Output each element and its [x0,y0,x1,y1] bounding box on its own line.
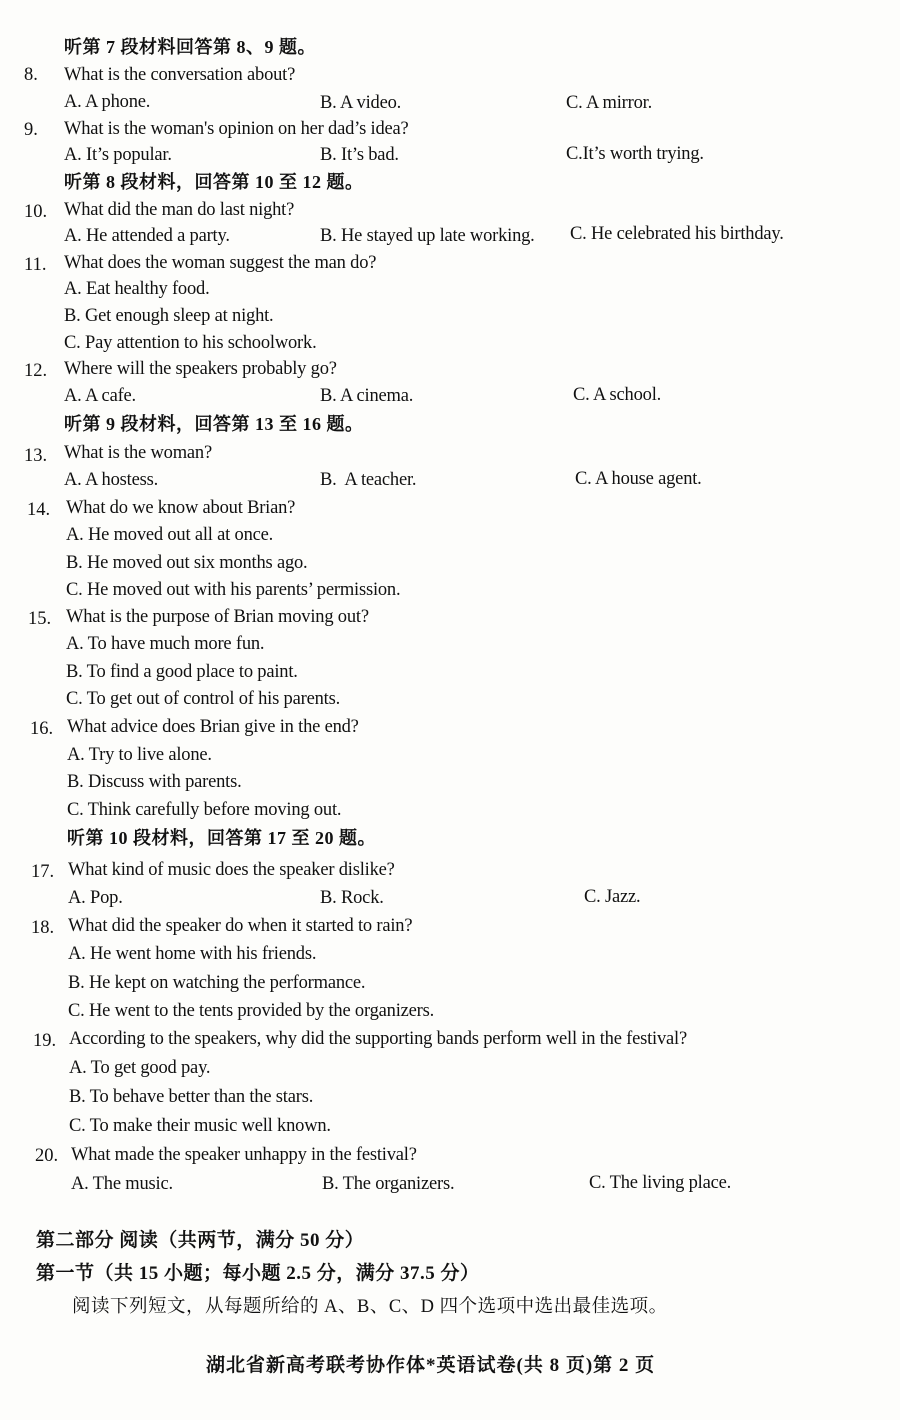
section-heading: 听第 9 段材料，回答第 13 至 16 题。 [64,414,364,434]
option-c: C. Think carefully before moving out. [67,800,342,820]
question-number: 18. [31,918,55,938]
option-a: A. He moved out all at once. [66,525,274,545]
option-b: B. To find a good place to paint. [66,662,298,682]
option-c: C.It’s worth trying. [566,144,704,164]
question-text: What did the speaker do when it started to rain? [68,916,413,936]
option-a: A. Pop. [68,888,123,908]
question-text: What did the man do last night? [64,200,295,220]
option-a: A. Try to live alone. [67,745,212,765]
option-c: C. Jazz. [584,887,641,907]
question-text: What made the speaker unhappy in the festival? [71,1145,417,1165]
question-number: 16. [30,719,54,739]
question-number: 17. [31,862,55,882]
question-text: What is the purpose of Brian moving out? [66,607,369,627]
question-number: 12. [24,361,48,381]
option-a: A. He attended a party. [64,226,230,246]
option-a: A. A phone. [64,92,151,112]
question-text: What do we know about Brian? [66,498,296,518]
option-a: A. To have much more fun. [66,634,265,654]
option-c: C. A house agent. [575,469,702,489]
instruction-text: 阅读下列短文，从每题所给的 A、B、C、D 四个选项中选出最佳选项。 [72,1297,668,1317]
option-c: C. To get out of control of his parents. [66,689,340,709]
question-number: 8. [24,65,38,85]
option-a: A. To get good pay. [69,1058,211,1078]
section-title: 第一节（共 15 小题；每小题 2.5 分，满分 37.5 分） [36,1263,480,1284]
option-c: C. Pay attention to his schoolwork. [64,333,317,353]
question-number: 20. [35,1146,59,1166]
option-a: A. A cafe. [64,386,136,406]
question-text: According to the speakers, why did the supporting bands perform well in the festival? [69,1029,688,1049]
option-c: C. He celebrated his birthday. [570,224,784,244]
section-heading: 听第 8 段材料，回答第 10 至 12 题。 [64,172,364,192]
section-heading: 听第 7 段材料回答第 8、9 题。 [64,37,316,57]
question-text: Where will the speakers probably go? [64,359,337,379]
question-text: What does the woman suggest the man do? [64,253,377,273]
option-b: B. A teacher. [320,470,417,490]
option-b: B. Rock. [320,888,384,908]
question-number: 10. [24,202,48,222]
question-text: What is the woman? [64,443,212,463]
option-b: B. He stayed up late working. [320,226,535,246]
option-c: C. A school. [573,385,662,405]
option-b: B. A cinema. [320,386,414,406]
option-a: A. It’s popular. [64,145,172,165]
option-a: A. Eat healthy food. [64,279,210,299]
option-b: B. Get enough sleep at night. [64,306,274,326]
option-c: C. He went to the tents provided by the organizers. [68,1001,435,1021]
question-text: What is the conversation about? [64,65,296,85]
option-c: C. A mirror. [566,93,652,113]
option-b: B. He moved out six months ago. [66,553,308,573]
part-title: 第二部分 阅读（共两节，满分 50 分） [36,1230,365,1251]
question-text: What is the woman's opinion on her dad’s idea? [64,119,409,139]
question-number: 13. [24,446,48,466]
option-b: B. Discuss with parents. [67,772,242,792]
question-number: 11. [24,255,47,275]
option-c: C. He moved out with his parents’ permission. [66,580,401,600]
option-c: C. To make their music well known. [69,1116,331,1136]
option-a: A. A hostess. [64,470,159,490]
option-b: B. It’s bad. [320,145,399,165]
question-number: 19. [33,1031,57,1051]
option-a: A. The music. [71,1174,173,1194]
question-text: What kind of music does the speaker dislike? [68,860,395,880]
option-b: B. A video. [320,93,402,113]
question-text: What advice does Brian give in the end? [67,717,359,737]
question-number: 9. [24,120,38,140]
question-number: 14. [27,500,51,520]
question-number: 15. [28,609,52,629]
page-footer: 湖北省新高考联考协作体*英语试卷(共 8 页)第 2 页 [206,1355,656,1376]
option-b: B. He kept on watching the performance. [68,973,366,993]
option-c: C. The living place. [589,1173,732,1193]
section-heading: 听第 10 段材料，回答第 17 至 20 题。 [67,828,376,848]
option-a: A. He went home with his friends. [68,944,317,964]
option-b: B. The organizers. [322,1174,455,1194]
option-b: B. To behave better than the stars. [69,1087,314,1107]
